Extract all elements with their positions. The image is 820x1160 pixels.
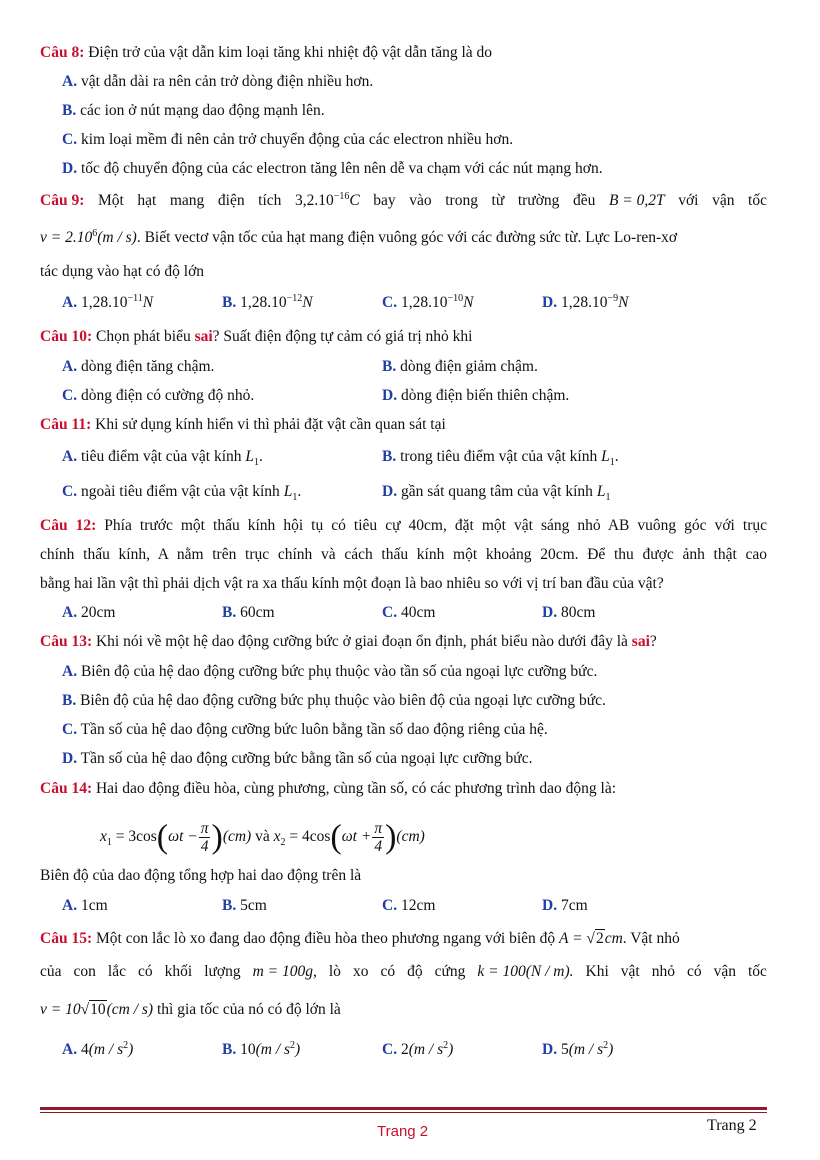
question-text: thì gia tốc của nó có độ lớn là	[153, 1001, 341, 1018]
lens-symbol: L	[245, 448, 255, 465]
option-key: D.	[382, 387, 398, 404]
q9-option-d[interactable]	[542, 293, 628, 313]
charge-unit: C	[349, 192, 360, 209]
charge-value	[295, 191, 360, 211]
question-text: ?	[649, 633, 657, 650]
option-end: .	[614, 448, 619, 465]
eq-cos-1: = 3cos	[111, 828, 157, 845]
option-key: A.	[62, 294, 78, 311]
option-key: A.	[62, 1041, 78, 1058]
option-end: .	[259, 448, 263, 465]
question-9-line-1	[40, 191, 767, 211]
word: xo	[352, 963, 369, 980]
option-value: 2	[397, 1041, 409, 1058]
fraction-pi-4	[199, 820, 211, 855]
q11-option-b[interactable]	[382, 447, 619, 467]
option-text: 7cm	[557, 897, 588, 914]
option-unit: N	[142, 294, 154, 311]
q8-option-a[interactable]	[62, 72, 373, 92]
option-exp: −12	[286, 292, 303, 304]
option-key: A.	[62, 663, 78, 680]
amplitude-lhs: A =	[559, 930, 587, 947]
lens-sub: 1	[292, 492, 298, 504]
q12-option-b[interactable]	[222, 603, 275, 623]
velocity-lhs: v = 10	[40, 1001, 81, 1018]
question-label: Câu 9:	[40, 192, 85, 209]
eq-unit-2: (cm)	[396, 828, 425, 845]
q13-option-d[interactable]	[62, 749, 532, 769]
option-text: 12cm	[397, 897, 436, 914]
option-key: C.	[62, 387, 78, 404]
word: hạt	[137, 192, 157, 209]
option-key: C.	[382, 294, 398, 311]
word: có	[137, 963, 153, 980]
word: nhỏ	[651, 963, 675, 980]
word: lượng	[204, 963, 241, 980]
option-key: B.	[222, 897, 237, 914]
word: trong	[445, 192, 478, 209]
q9-option-b[interactable]	[222, 293, 313, 313]
question-8	[40, 43, 492, 63]
q10-option-d[interactable]	[382, 386, 569, 406]
emphasis-sai: sai	[631, 633, 650, 650]
option-key: D.	[542, 294, 558, 311]
option-exp: 2	[290, 1039, 296, 1051]
q15-option-a[interactable]	[62, 1040, 133, 1060]
frac-num: π	[374, 819, 383, 837]
question-12-line-3	[40, 574, 664, 594]
question-12-line-1	[40, 516, 767, 536]
word: lò	[328, 963, 341, 980]
eq-x1-sub: 1	[106, 837, 112, 849]
word: tốc	[748, 192, 767, 209]
question-11	[40, 415, 446, 435]
option-close: )	[608, 1041, 614, 1058]
sqrt-sign: √	[586, 930, 595, 947]
option-text: vật dẫn dài ra nên cản trở dòng điện nhiều hơn.	[77, 73, 374, 90]
word: với	[678, 192, 699, 209]
question-13	[40, 632, 657, 652]
word: của	[40, 963, 62, 980]
word: có	[380, 963, 396, 980]
footer-rule-thick	[40, 1107, 767, 1110]
eq-x1: x	[100, 828, 107, 845]
question-label: Câu 10:	[40, 328, 93, 345]
option-close: )	[448, 1041, 454, 1058]
option-unit: N	[302, 294, 313, 311]
option-exp: 2	[123, 1039, 129, 1051]
option-text: Tần số của hệ dao động cưỡng bức bằng tần số của ngoại lực cưỡng bức.	[77, 750, 533, 767]
word: con	[73, 963, 96, 980]
option-unit: N	[618, 294, 629, 311]
stiffness-value: k = 100(N / m).	[477, 963, 574, 980]
q14-option-d[interactable]	[542, 896, 588, 916]
option-text: 1cm	[77, 897, 108, 914]
word: có	[686, 963, 702, 980]
mass-value: m = 100g,	[252, 963, 317, 980]
paren-close: )	[211, 818, 223, 856]
charge-base: 3,2.10	[294, 192, 334, 209]
option-text: gần sát quang tâm của vật kính	[397, 483, 597, 500]
option-unit: N	[463, 294, 474, 311]
option-unit: (m / s	[568, 1041, 604, 1058]
lens-symbol: L	[601, 448, 610, 465]
q9-option-c[interactable]	[382, 293, 473, 313]
q11-option-c[interactable]	[62, 482, 301, 502]
emphasis-sai: sai	[194, 328, 213, 345]
word: tích	[258, 192, 282, 209]
q15-option-b[interactable]	[222, 1040, 300, 1060]
option-text: tốc độ chuyển động của các electron tăng lên nên dễ va chạm với các nút mạng hơn.	[77, 160, 603, 177]
option-key: A.	[62, 897, 78, 914]
word: đều	[572, 192, 596, 209]
option-text: Biên độ của hệ dao động cưỡng bức phụ thuộc vào biên độ của ngoại lực cưỡng bức.	[76, 692, 606, 709]
option-key: B.	[62, 102, 77, 119]
eq-arg-1: ωt −	[168, 828, 198, 845]
word: Một	[97, 192, 124, 209]
word: trường	[517, 192, 560, 209]
option-key: A.	[62, 604, 78, 621]
option-exp: −11	[127, 292, 143, 304]
option-key: A.	[62, 448, 78, 465]
charge-exp: −16	[333, 190, 350, 202]
q13-option-c[interactable]	[62, 720, 548, 740]
question-text: chính thấu kính, A nằm trên trục chính và cách thấu kính một khoảng 20cm. Để thu được ảnh thật cao	[40, 546, 767, 563]
lens-sub: 1	[605, 492, 611, 504]
option-value: 4	[77, 1041, 89, 1058]
option-text: 80cm	[557, 604, 596, 621]
option-value: 1,28.10	[77, 294, 128, 311]
option-key: A.	[62, 73, 78, 90]
lens-sub: 1	[609, 457, 615, 469]
sqrt-sign: √	[80, 1001, 90, 1018]
option-key: C.	[382, 897, 398, 914]
question-10	[40, 327, 472, 347]
word: từ	[491, 192, 505, 209]
q14-option-c[interactable]	[382, 896, 435, 916]
option-text: 20cm	[77, 604, 116, 621]
q11-option-a[interactable]	[62, 447, 263, 467]
question-14	[40, 779, 616, 799]
word: bay	[373, 192, 396, 209]
q14-option-b[interactable]	[222, 896, 267, 916]
q9-option-a[interactable]	[62, 293, 153, 313]
question-text: tác dụng vào hạt có độ lớn	[40, 263, 205, 280]
question-text: bằng hai lần vật thì phải dịch vật ra xa thấu kính một đoạn là bao nhiêu so với vị trí ban đầu của vật?	[40, 575, 664, 592]
option-key: B.	[382, 358, 397, 375]
frac-num: π	[200, 819, 209, 837]
velocity-exp: 6	[92, 227, 98, 239]
option-key: D.	[542, 1041, 558, 1058]
q13-option-a[interactable]	[62, 662, 597, 682]
option-key: D.	[62, 160, 78, 177]
option-key: B.	[222, 604, 237, 621]
word: vật	[620, 963, 640, 980]
option-key: D.	[62, 750, 78, 767]
word: lắc	[107, 963, 126, 980]
question-9-line-3	[40, 262, 204, 282]
q12-option-c[interactable]	[382, 603, 435, 623]
question-15-line-2	[40, 962, 767, 982]
option-key: C.	[382, 604, 398, 621]
fraction-pi-4	[372, 820, 384, 855]
question-text: Phía trước một thấu kính hội tụ có tiêu cự 40cm, đặt một vật sáng nhỏ AB vuông góc với trục	[96, 517, 767, 534]
option-key: D.	[382, 483, 398, 500]
question-9-line-2	[40, 228, 677, 248]
option-text: dòng điện giảm chậm.	[396, 358, 538, 375]
option-text: các ion ở nút mạng dao động mạnh lên.	[76, 102, 325, 119]
option-text: Biên độ của hệ dao động cưỡng bức phụ thuộc vào tần số của ngoại lực cưỡng bức.	[77, 663, 598, 680]
option-key: C.	[62, 131, 78, 148]
option-end: .	[297, 483, 302, 500]
option-key: C.	[62, 721, 78, 738]
q8-option-d[interactable]	[62, 159, 603, 179]
eq-and: và	[251, 828, 274, 845]
lens-symbol: L	[596, 483, 606, 500]
question-label: Câu 8:	[40, 44, 85, 61]
footer-page-right: Trang 2	[707, 1117, 757, 1134]
question-label: Câu 14:	[40, 780, 93, 797]
eq-cos-2: = 4cos	[285, 828, 331, 845]
question-label: Câu 11:	[40, 416, 92, 433]
q15-option-d[interactable]	[542, 1040, 613, 1060]
word: vào	[409, 192, 432, 209]
paren-open: (	[330, 818, 342, 856]
velocity-root: 10	[90, 1001, 106, 1018]
option-text: dòng điện biến thiên chậm.	[397, 387, 570, 404]
question-15-line-3	[40, 1000, 341, 1020]
field-value: B = 0,2T	[608, 192, 665, 209]
question-15-line-1	[40, 929, 680, 949]
footer-rule-thin	[40, 1112, 767, 1113]
question-text: Hai dao động điều hòa, cùng phương, cùng tần số, có các phương trình dao động là:	[92, 780, 617, 797]
option-text: dòng điện tăng chậm.	[77, 358, 215, 375]
question-text: Điện trở của vật dẫn kim loại tăng khi nhiệt độ vật dẫn tăng là do	[84, 44, 493, 61]
option-value: 5	[557, 1041, 569, 1058]
option-key: B.	[382, 448, 397, 465]
eq-unit-1: (cm)	[222, 828, 252, 845]
lens-sub: 1	[254, 457, 260, 469]
option-key: D.	[542, 604, 558, 621]
question-label: Câu 13:	[40, 633, 93, 650]
option-exp: −10	[447, 292, 464, 304]
option-text: dòng điện có cường độ nhỏ.	[77, 387, 255, 404]
option-value: 1,28.10	[397, 294, 448, 311]
q12-option-a[interactable]	[62, 603, 115, 623]
q10-option-a[interactable]	[62, 357, 214, 377]
option-exp: 2	[603, 1039, 609, 1051]
option-key: B.	[62, 692, 77, 709]
option-value: 1,28.10	[236, 294, 287, 311]
option-text: 60cm	[236, 604, 275, 621]
word: Khi	[585, 963, 609, 980]
option-text: 40cm	[397, 604, 436, 621]
question-text: ? Suất điện động tự cảm có giá trị nhỏ khi	[212, 328, 473, 345]
q14-equation	[100, 819, 425, 859]
question-12-line-2	[40, 545, 767, 565]
amplitude-root: 2	[595, 930, 604, 947]
option-key: A.	[62, 358, 78, 375]
word: khối	[164, 963, 193, 980]
frac-den: 4	[374, 837, 383, 855]
q10-option-b[interactable]	[382, 357, 538, 377]
option-key: B.	[222, 294, 237, 311]
question-text: Khi sử dụng kính hiển vi thì phải đặt vật cần quan sát tại	[91, 416, 446, 433]
question-text: Khi nói về một hệ dao động cưỡng bức ở giai đoạn ổn định, phát biểu nào dưới đây là	[92, 633, 632, 650]
question-label: Câu 15:	[40, 930, 93, 947]
eq-x2: x	[273, 828, 281, 845]
q10-option-c[interactable]	[62, 386, 254, 406]
option-text: kim loại mềm đi nên cản trở chuyển động của các electron nhiều hơn.	[77, 131, 514, 148]
option-unit: (m / s	[255, 1041, 291, 1058]
question-text: Một con lắc lò xo đang dao động điều hòa theo phương ngang với biên độ	[92, 930, 560, 947]
velocity-unit: (cm / s)	[106, 1001, 154, 1018]
question-label: Câu 12:	[40, 517, 97, 534]
option-exp: 2	[443, 1039, 449, 1051]
word: độ	[407, 963, 423, 980]
lens-symbol: L	[283, 483, 293, 500]
question-text: . Biết vectơ vận tốc của hạt mang điện vuông góc với các đường sức từ. Lực Lo-ren-xơ	[136, 229, 678, 246]
option-text: tiêu điểm vật của vật kính	[77, 448, 246, 465]
option-close: )	[128, 1041, 134, 1058]
q8-option-b[interactable]	[62, 101, 325, 121]
footer-page-center: Trang 2	[377, 1123, 429, 1140]
eq-arg-2: ωt +	[341, 828, 372, 845]
word: vận	[712, 192, 735, 209]
question-text: . Vật nhỏ	[622, 930, 680, 947]
paren-close: )	[385, 818, 397, 856]
amplitude-unit: cm	[604, 930, 623, 947]
q12-option-d[interactable]	[542, 603, 595, 623]
option-text: Tần số của hệ dao động cưỡng bức luôn bằng tần số dao động riêng của hệ.	[77, 721, 548, 738]
question-text: Biên độ của dao động tổng hợp hai dao động trên là	[40, 867, 362, 884]
q11-option-d[interactable]	[382, 482, 610, 502]
option-unit: (m / s	[88, 1041, 124, 1058]
velocity-value: v = 2.10	[40, 229, 93, 246]
option-key: B.	[222, 1041, 237, 1058]
frac-den: 4	[200, 837, 209, 855]
word: vận	[713, 963, 736, 980]
option-value: 1,28.10	[557, 294, 608, 311]
q13-option-b[interactable]	[62, 691, 606, 711]
option-key: C.	[62, 483, 78, 500]
option-exp: −9	[607, 292, 619, 304]
eq-x2-sub: 2	[280, 837, 286, 849]
option-key: D.	[542, 897, 558, 914]
option-unit: (m / s	[408, 1041, 444, 1058]
paren-open: (	[156, 818, 169, 856]
velocity-unit: (m / s)	[97, 229, 137, 246]
option-text: 5cm	[236, 897, 267, 914]
option-text: trong tiêu điểm vật của vật kính	[396, 448, 602, 465]
word: cứng	[434, 963, 466, 980]
question-14-prompt	[40, 866, 361, 886]
q8-option-c[interactable]	[62, 130, 513, 150]
word: tốc	[747, 963, 767, 980]
option-key: C.	[382, 1041, 398, 1058]
q15-option-c[interactable]	[382, 1040, 453, 1060]
option-value: 10	[236, 1041, 256, 1058]
option-close: )	[295, 1041, 301, 1058]
question-text: Chọn phát biểu	[92, 328, 195, 345]
word: mang	[169, 192, 205, 209]
q14-option-a[interactable]	[62, 896, 108, 916]
word: điện	[217, 192, 245, 209]
option-text: ngoài tiêu điểm vật của vật kính	[77, 483, 284, 500]
